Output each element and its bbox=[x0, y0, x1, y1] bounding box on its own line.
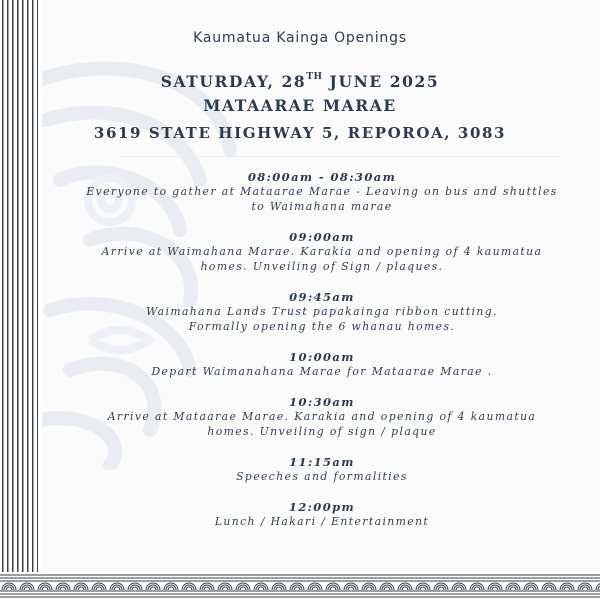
schedule-time: 12:00pm bbox=[288, 500, 356, 514]
schedule-desc-line: Speeches and formalities bbox=[236, 470, 408, 483]
schedule-desc-line: Formally opening the 6 whanau homes. bbox=[188, 320, 456, 333]
schedule-desc-line: Arrive at Mataarae Marae. Karakia and opening of 4 kaumatua bbox=[107, 410, 537, 423]
schedule-item bbox=[44, 500, 600, 529]
event-date bbox=[0, 72, 600, 91]
schedule-time: 10:00am bbox=[289, 350, 355, 364]
schedule-desc-line: homes. Unveiling of Sign / plaques. bbox=[200, 260, 444, 273]
schedule-item bbox=[44, 170, 600, 214]
schedule-item bbox=[44, 350, 600, 379]
schedule-desc-line: Arrive at Waimahana Marae. Karakia and opening of 4 kaumatua bbox=[101, 245, 543, 258]
schedule-desc-line: to Waimahana marae bbox=[251, 200, 393, 213]
schedule-item bbox=[44, 230, 600, 274]
event-address: 3619 STATE HIGHWAY 5, REPOROA, 3083 bbox=[93, 124, 507, 142]
schedule-list bbox=[44, 170, 600, 545]
schedule-item bbox=[44, 290, 600, 334]
date-prefix: SATURDAY, 28 bbox=[160, 72, 307, 91]
wave-border-icon bbox=[0, 572, 600, 600]
header-divider bbox=[120, 156, 560, 157]
schedule-desc-line: Depart Waimanahana Marae for Mataarae Marae . bbox=[151, 365, 493, 378]
schedule-time: 09:00am bbox=[289, 230, 355, 244]
schedule-time: 10:30am bbox=[289, 395, 355, 409]
schedule-item bbox=[44, 455, 600, 484]
event-title: Kaumatua Kainga Openings bbox=[193, 30, 407, 46]
schedule-time: 09:45am bbox=[289, 290, 355, 304]
schedule-time: 11:15am bbox=[289, 455, 355, 469]
date-suffix: TH bbox=[306, 71, 323, 82]
event-venue: MATAARAE MARAE bbox=[203, 96, 397, 115]
schedule-desc-line: Waimahana Lands Trust papakainga ribbon cutting. bbox=[146, 305, 498, 318]
schedule-desc-line: homes. Unveiling of sign / plaque bbox=[207, 425, 437, 438]
date-rest: JUNE 2025 bbox=[322, 72, 440, 91]
schedule-time: 08:00am - 08:30am bbox=[247, 170, 397, 184]
schedule-desc-line: Lunch / Hakari / Entertainment bbox=[214, 515, 430, 528]
schedule-desc-line: Everyone to gather at Mataarae Marae - Leaving on bus and shuttles bbox=[86, 185, 558, 198]
schedule-item bbox=[44, 395, 600, 439]
